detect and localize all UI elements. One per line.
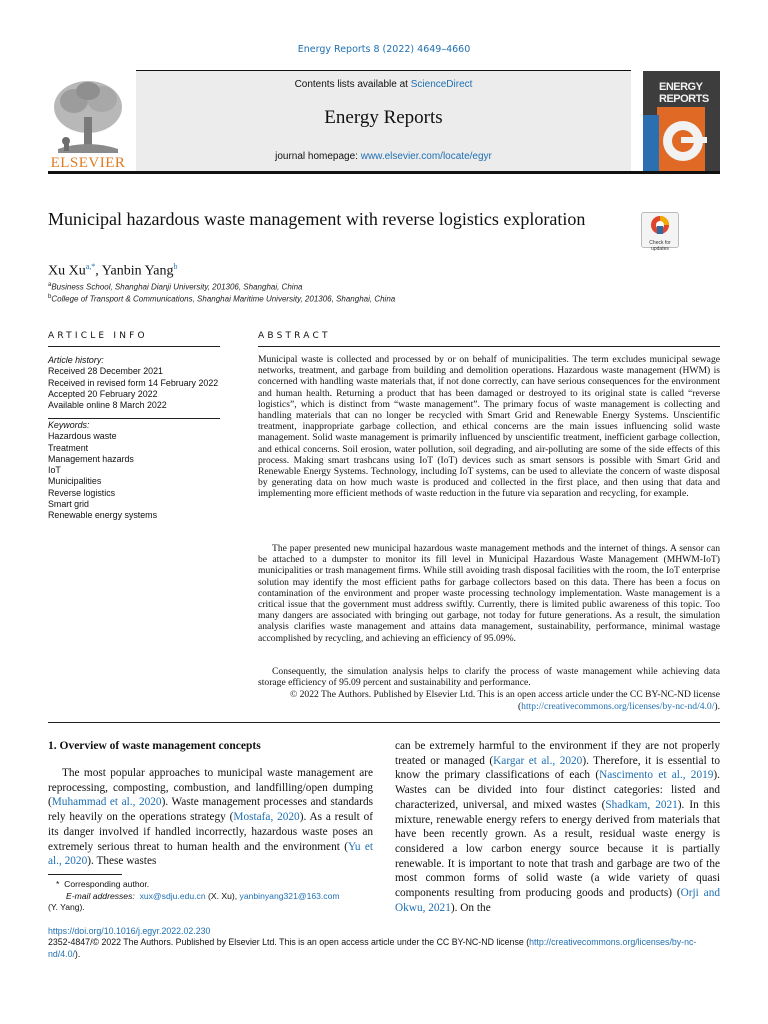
- article-info-heading: ARTICLE INFO: [48, 331, 148, 341]
- publisher-logo-text: ELSEVIER: [50, 155, 126, 171]
- affiliation-b: [48, 294, 395, 304]
- author-separator: ,: [95, 263, 102, 279]
- article-history: [48, 355, 223, 411]
- corresponding-label: Corresponding author.: [64, 879, 150, 889]
- contents-prefix: Contents lists available at: [294, 79, 411, 90]
- history-item: Available online 8 March 2022: [48, 400, 167, 411]
- cover-title-line1: ENERGY: [659, 81, 703, 93]
- masthead-bottom-rule: [48, 171, 720, 174]
- citation-link[interactable]: Nascimento et al., 2019: [599, 769, 714, 782]
- citation-link[interactable]: Shadkam, 2021: [605, 798, 678, 811]
- journal-citation[interactable]: Energy Reports 8 (2022) 4649–4660: [297, 44, 471, 55]
- citation-link[interactable]: Mostafa, 2020: [233, 811, 300, 824]
- affiliation-mark: a: [48, 282, 52, 288]
- sciencedirect-link[interactable]: ScienceDirect: [410, 79, 473, 90]
- body-text: ). Waste management processes and standards rely heavily on the operations strategy (: [48, 796, 373, 824]
- crossmark-label: Check for updates: [649, 240, 671, 252]
- publisher-logo[interactable]: [48, 77, 128, 169]
- keywords-rule: [48, 418, 220, 419]
- keywords-label: Keywords:: [48, 420, 90, 430]
- citation-link[interactable]: Orji and Okwu, 2021: [395, 887, 720, 914]
- cover-title-line2: REPORTS: [659, 93, 709, 105]
- affiliation-text: Business School, Shanghai Dianji University, 201306, Shanghai, China: [51, 282, 303, 292]
- citation-link[interactable]: Kargar et al., 2020: [493, 754, 583, 767]
- body-text: ). In this mixture, renewable energy refers to energy derived from materials that have been recently grown. As a result, residual waste energy is considered a low carbon energy source because it is partially renewable. It is important to note that trash and garbage are two of the most common forms of solid waste (a wide variety of quasi components resulting from producing goods and products) (: [395, 798, 720, 900]
- section-heading: 1. Overview of waste management concepts: [48, 740, 261, 752]
- email-link[interactable]: yanbinyang321@163.com: [239, 890, 340, 901]
- keyword-item: Management hazards: [48, 453, 134, 464]
- body-text: ). As a result of its danger involved if handled incorrectly, hazardous waste poses an extremely serious threat to human health and the environment (: [48, 811, 374, 853]
- author-name[interactable]: Xu Xu: [48, 263, 86, 279]
- footnote-mark: *: [56, 879, 60, 889]
- history-label: Article history:: [48, 355, 104, 365]
- abstract-heading: ABSTRACT: [258, 331, 331, 341]
- license-link[interactable]: http://creativecommons.org/licenses/by-nc-nd/4.0/: [521, 700, 715, 712]
- author-list: [48, 262, 178, 280]
- author-name[interactable]: Yanbin Yang: [101, 263, 174, 279]
- affiliation-a: [48, 282, 302, 292]
- footnote-rule: [48, 874, 122, 875]
- contents-line: [136, 79, 631, 90]
- history-item: Received in revised form 14 February 2022: [48, 377, 219, 388]
- check-for-updates-badge[interactable]: [641, 212, 679, 252]
- keyword-item: Renewable energy systems: [48, 510, 158, 521]
- email-owner: (Y. Yang).: [48, 902, 85, 913]
- journal-cover-image[interactable]: [643, 71, 720, 171]
- footnote-line: [48, 879, 373, 891]
- citation-link[interactable]: Yu et al., 2020: [48, 840, 373, 868]
- license-text: 2352-4847/© 2022 The Authors. Published by Elsevier Ltd. This is an open access article under the CC BY-NC-ND license (: [48, 937, 530, 947]
- author-affiliation-mark[interactable]: a,*: [85, 262, 96, 271]
- article-info-rule: [48, 346, 220, 347]
- body-text: ). Wastes can be divided into four distinct categories: listed and characterized, universal, and mixed wastes (: [395, 769, 720, 811]
- affiliation-text: College of Transport & Communications, Shanghai Maritime University, 201306, Shanghai, China: [51, 294, 396, 304]
- abstract-paragraph: The paper presented new municipal hazardous waste management methods and the internet of things. A sensor can be attached to a dumpster to monitor its fill level in Municipal Hazardous Waste Management (MHWM-IoT) municipalities or trash management firms. While still avoiding trash disposal facilities with the room, the IoT enterprise solution may identify the most efficient paths for garbage collectors based on this data. There has been a focus on contamination of the environment and proper waste processing technology implementation. Waste management is a critical issue that the government must address swiftly. Currently, there is limited public awareness of this topic. Too many dangers are associated with bringing out garbage, not today for future generations. As a result, the simulation analysis clarifies waste management and attains data management, sustainability, performance, minimal wastage accomplished by recycling, and achieving an efficiency of 95.09%.: [258, 543, 720, 644]
- keyword-item: IoT: [48, 465, 61, 476]
- license-footer: [48, 937, 720, 960]
- corresponding-author-footnote: [48, 879, 373, 914]
- homepage-prefix: journal homepage:: [275, 151, 361, 162]
- affiliation-mark: b: [48, 294, 52, 300]
- email-label: E-mail addresses:: [66, 890, 135, 901]
- footnote-line: [48, 891, 373, 903]
- license-link[interactable]: http://creativecommons.org/licenses/by-nc-nd/4.0/: [48, 937, 697, 959]
- homepage-line: [136, 151, 631, 162]
- body-text: The most popular approaches to municipal waste management are reprocessing, composting, combustion, and landfilling/open dumping (: [48, 767, 373, 809]
- abstract-rule: [258, 346, 720, 347]
- journal-title: Energy Reports: [324, 107, 443, 128]
- copyright-text: © 2022 The Authors. Published by Elsevier Ltd. This is an open access article under the CC BY-NC-ND license (: [289, 689, 720, 712]
- keyword-item: Municipalities: [48, 476, 102, 487]
- body-text: ). These wastes: [87, 855, 157, 868]
- crossmark-icon: [650, 215, 670, 235]
- keyword-item: Reverse logistics: [48, 487, 116, 498]
- footnote-line: [48, 902, 373, 914]
- author-affiliation-mark[interactable]: b: [173, 262, 178, 271]
- body-text: ). Therefore, it is essential to know the primary classifications of each (: [395, 754, 720, 782]
- journal-homepage-link[interactable]: www.elsevier.com/locate/egyr: [360, 151, 492, 162]
- article-title: Municipal hazardous waste management with reverse logistics exploration: [48, 209, 586, 229]
- email-link[interactable]: xux@sdju.edu.cn: [139, 890, 206, 901]
- history-item: Received 28 December 2021: [48, 366, 163, 377]
- body-text: ). On the: [450, 901, 491, 914]
- abstract-bottom-rule: [48, 722, 720, 723]
- keyword-item: Treatment: [48, 442, 89, 453]
- masthead-center-panel: [136, 71, 631, 171]
- body-text: can be extremely harmful to the environment if they are not properly treated or managed (: [395, 740, 720, 767]
- history-item: Accepted 20 February 2022: [48, 388, 158, 399]
- body-column-right: [395, 739, 720, 915]
- keywords-list: [48, 420, 223, 522]
- body-column-left: [48, 766, 373, 869]
- abstract-paragraph: Consequently, the simulation analysis helps to clarify the process of waste management while achieving data storage efficiency of 95.09 percent and sustainability and performance.: [258, 666, 720, 689]
- abstract-paragraph: Municipal waste is collected and processed by or on behalf of municipalities. The term excludes municipal sewage networks, treatment, and garbage from building and demolition operations. Hazardous waste management (HWM) is concerned with handling waste materials that, if not done correctly, can have serious consequences for the environment and human health. Returning a product that has been damaged or destroyed to its original state is called “reverse logistics”, which is distinct from “waste management”. The primary focus of waste management is collecting and handling materials that can no longer be recycled with Smart Grid and Renewable Energy Systems. Unscientific treatment, inappropriate garbage collection, and ethical concerns are the main issues influencing solid waste management. Solid waste management is primarily influenced by unscientific treatment, inefficient garbage collection, and ethical concerns. Soil erosion, water pollution, soil degrading, and air-polluting are some of the side effects of this process. Making smart trashcans using IoT (IoT) devices such as smart sensors is possible with Smart Grid and Renewable Energy Systems. Technology, including IoT systems, can be used to alleviate the concern of waste disposal by generating data on how much waste is produced and collected in the first place, and then using that data and implementing more efficient methods of waste reduction in the future via separation and recycling, for example.: [258, 354, 720, 500]
- copyright-end: ).: [714, 700, 720, 712]
- masthead: [48, 71, 720, 175]
- abstract-copyright: [258, 689, 720, 712]
- keyword-item: Hazardous waste: [48, 431, 117, 442]
- keyword-item: Smart grid: [48, 499, 89, 510]
- doi-link[interactable]: https://doi.org/10.1016/j.egyr.2022.02.230: [48, 926, 211, 936]
- citation-link[interactable]: Muhammad et al., 2020: [51, 796, 162, 809]
- license-end: ).: [74, 948, 81, 959]
- email-owner: (X. Xu),: [208, 890, 238, 901]
